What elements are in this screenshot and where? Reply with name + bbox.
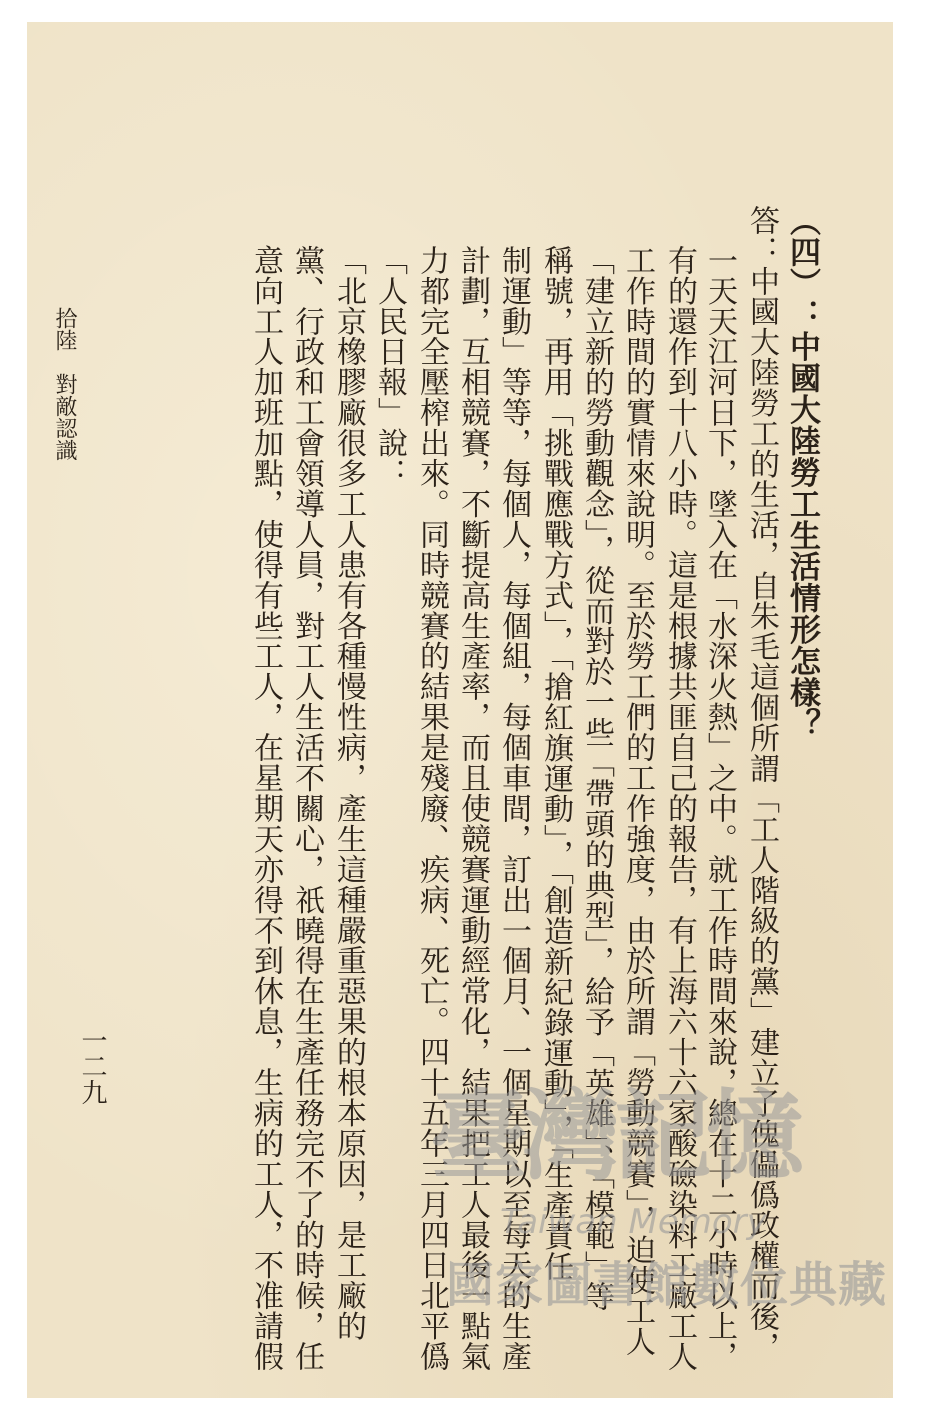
text-line-7: 制運動」等等，每個人，每個組，每個車間，訂出一個月、一個星期以至每天的生產	[496, 245, 531, 1372]
text-line-4: 工作時間的實情來說明。至於勞工們的工作強度，由於所謂「勞動競賽」，迫使工人	[620, 245, 655, 1357]
text-line-6: 稱號，再用「挑戰應戰方式」，「搶紅旗運動」，「創造新紀錄運動」，「生產責任	[538, 245, 573, 1282]
text-line-10: 「人民日報」說：	[372, 245, 407, 489]
text-line-11: 「北京橡膠廠很多工人患有各種慢性病，產生這種嚴重惡果的根本原因，是工廠的	[331, 245, 366, 1342]
running-footer: 拾陸 對敵認識	[52, 307, 77, 461]
watermark-english: Taiwan Memory	[500, 1202, 767, 1242]
question-heading: （四）：中國大陸勞工生活情形怎樣？	[784, 205, 820, 740]
text-line-3: 有的還作到十八小時。這是根據共匪自己的報告，有上海六十六家酸礆染料工廠工人	[662, 245, 697, 1372]
watermark-logo: 臺灣記憶	[430, 1079, 799, 1194]
watermark-subtitle: 國家圖書館數位典藏	[446, 1257, 888, 1313]
page-number: 一二九	[77, 1027, 107, 1105]
text-line-13: 意向工人加班加點，使得有些工人，在星期天亦得不到休息，生病的工人，不准請假	[248, 245, 283, 1372]
text-line-5: 「建立新的勞動觀念」，從而對於一些「帶頭的典型」，給予「英雄」、「模範」等	[579, 245, 614, 1312]
text-line-9: 力都完全壓榨出來。同時競賽的結果是殘廢、疾病、死亡。四十五年三月四日北平僞	[414, 245, 449, 1372]
text-line-1: 答：中國大陸勞工的生活，自朱毛這個所謂「工人階級的黨」建立了傀儡僞政權而後，	[744, 205, 779, 1363]
text-line-8: 計劃，互相競賽，不斷提高生產率，而且使競賽運動經常化，結果把工人最後一點氣	[455, 245, 490, 1372]
text-line-2: 一天天江河日下，墜入在「水深火熱」之中。就工作時間來說，總在十二小時以上，	[702, 245, 737, 1372]
text-line-12: 黨、行政和工會領導人員，對工人生活不關心，祇曉得在生產任務完不了的時候，任	[289, 245, 324, 1372]
